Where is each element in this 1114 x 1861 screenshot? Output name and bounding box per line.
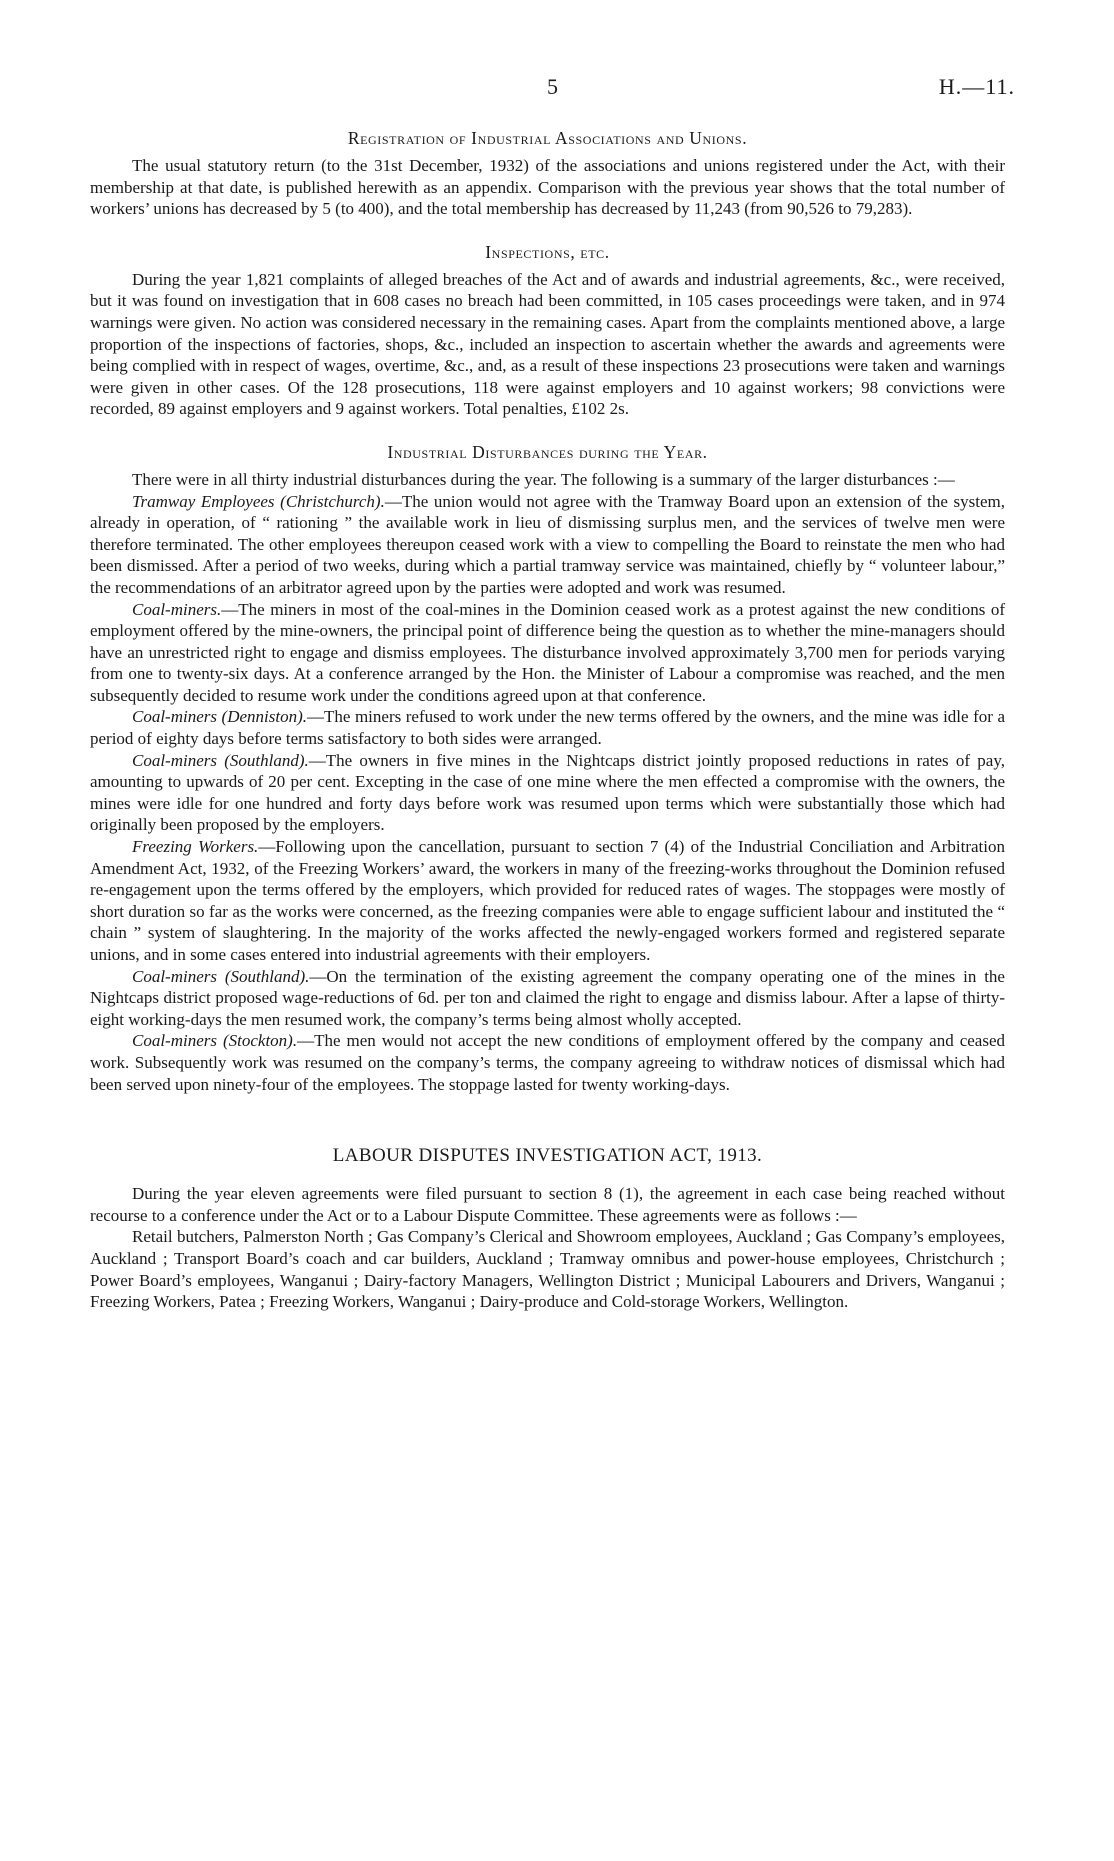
disturbance-lead: Coal-miners.	[132, 599, 222, 619]
disturbance-item	[90, 599, 1005, 707]
disturbance-item	[90, 706, 1005, 749]
disturbance-lead: Freezing Workers.	[132, 837, 259, 857]
disturbance-text: —The miners refused to work under the new terms offered by the owners, and the mine was idle for a period of eighty days before terms satisfactory to both sides were arranged.	[90, 707, 1005, 749]
disturbance-lead: Coal-miners (Stockton).	[132, 1031, 298, 1051]
labour-disputes-section	[90, 1145, 1005, 1313]
disturbances-intro: There were in all thirty industrial disturbances during the year. The following is a summary of the larger disturbances :—	[132, 469, 955, 489]
agreements-list-paragraph: Retail butchers, Palmerston North ; Gas Company’s Clerical and Showroom employees, Auckland ; Gas Company’s employees, Auckland ; Transport Board’s coach and car builders, Auckland ; Tramway omnibus and power-house employees, Christchurch ; Power Board’s employees, Wanganui ; Dairy-factory Managers, Wellington District ; Municipal Labourers and Drivers, Wanganui ; Freezing Workers, Patea ; Freezing Workers, Wanganui ; Dairy-produce and Cold-storage Workers, Wellington.	[90, 1227, 1005, 1312]
disturbance-item	[90, 966, 1005, 1031]
inspections-section	[90, 242, 1005, 420]
registration-paragraph: The usual statutory return (to the 31st December, 1932) of the associations and unions registered under the Act, with their membership at that date, is published herewith as an appendix. Comparison with the previous year shows that the total number of workers’ unions has decreased by 5 (to 400), and the total membership has decreased by 11,243 (from 90,526 to 79,283).	[90, 156, 1005, 219]
disturbance-lead: Coal-miners (Southland).	[132, 750, 309, 770]
disturbance-item	[90, 1030, 1005, 1095]
disturbance-lead: Tramway Employees (Christchurch).	[132, 491, 385, 511]
disturbances-section	[90, 442, 1005, 1095]
disturbance-text: —The union would not agree with the Tramway Board upon an extension of the system, already in operation, of “ rationing ” the available work in lieu of dismissing surplus men, and the services of twelve men were therefore terminated. The other employees thereupon ceased work with a view to compelling the Board to reinstate the men who had been dismissed. After a period of two weeks, during which a partial tramway service was maintained, chiefly by “ volunteer labour,” the recommendations of an arbitrator agreed upon by the parties were adopted and work was resumed.	[90, 491, 1005, 597]
disturbance-text: —The miners in most of the coal-mines in the Dominion ceased work as a protest against the new conditions of employment offered by the mine-owners, the principal point of difference being the question as to whether the mine-managers should have an unrestricted right to engage and dismiss employees. The disturbance involved approximately 3,700 men for periods varying from one to twenty-six days. At a conference arranged by the Hon. the Minister of Labour a compromise was reached, and the men subsequently decided to resume work under the conditions agreed upon at that conference.	[90, 599, 1005, 705]
disturbance-lead: Coal-miners (Southland).	[132, 966, 310, 986]
labour-disputes-heading: LABOUR DISPUTES INVESTIGATION ACT, 1913.	[332, 1145, 763, 1167]
disturbance-item	[90, 491, 1005, 599]
disturbance-item	[90, 750, 1005, 836]
page-header	[90, 74, 1015, 104]
inspections-paragraph: During the year 1,821 complaints of alleged breaches of the Act and of awards and industrial agreements, &c., were received, but it was found on investigation that in 608 cases no breach had been committed, in 105 cases proceedings were taken, and in 974 warnings were given. No action was considered necessary in the remaining cases. Apart from the complaints mentioned above, a large proportion of the inspections of factories, shops, &c., included an inspection to ascertain whether the awards and agreements were being complied with in respect of wages, overtime, &c., and, as a result of these inspections 23 prosecutions were taken and warnings were given in other cases. Of the 128 prosecutions, 118 were against employers and 10 against workers; 98 convictions were recorded, 89 against employers and 9 against workers. Total penalties, £102 2s.	[90, 269, 1005, 419]
disturbance-item	[90, 836, 1005, 966]
disturbances-heading: Industrial Disturbances during the Year.	[387, 441, 708, 462]
registration-section	[90, 128, 1005, 220]
disturbance-text: —Following upon the cancellation, pursuant to section 7 (4) of the Industrial Conciliation and Arbitration Amendment Act, 1932, of the Freezing Workers’ award, the workers in many of the freezing-works throughout the Dominion refused re-engagement upon the terms offered by the employers, which provided for reduced rates of wages. The stoppages were mostly of short duration so far as the works were concerned, as the freezing companies were able to engage sufficient labour and instituted the “ chain ” system of slaughtering. In the majority of the works affected the newly-engaged workers formed and registered separate unions, and in some cases entered into industrial agreements with their employers.	[90, 837, 1005, 964]
document-reference: H.—11.	[938, 74, 1015, 99]
labour-disputes-paragraph: During the year eleven agreements were filed pursuant to section 8 (1), the agreement in each case being reached without recourse to a conference under the Act or to a Labour Dispute Committee. These agreements were as follows :—	[90, 1184, 1005, 1225]
inspections-heading: Inspections, etc.	[485, 241, 610, 262]
registration-heading: Registration of Industrial Associations and Unions.	[347, 128, 748, 148]
disturbance-text: —On the termination of the existing agreement the company operating one of the mines in the Nightcaps district proposed wage-reductions of 6d. per ton and claimed the right to engage and dismiss labour. After a lapse of thirty-eight working-days the men resumed work, the company’s terms being almost wholly accepted.	[90, 966, 1005, 1029]
disturbance-lead: Coal-miners (Denniston).	[132, 707, 307, 727]
disturbance-text: —The owners in five mines in the Nightcaps district jointly proposed reductions in rates of pay, amounting to upwards of 20 per cent. Excepting in the case of one mine where the men effected a compromise with the owners, the mines were idle for one hundred and forty days before work was resumed upon terms which were substantially those which had originally been proposed by the employers.	[90, 750, 1005, 835]
page-body	[90, 128, 1005, 1313]
page-number: 5	[547, 74, 558, 99]
disturbance-text: —The men would not accept the new conditions of employment offered by the company and ceased work. Subsequently work was resumed on the company’s terms, the company agreeing to withdraw notices of dismissal which had been served upon ninety-four of the employees. The stoppage lasted for twenty working-days.	[90, 1031, 1006, 1094]
